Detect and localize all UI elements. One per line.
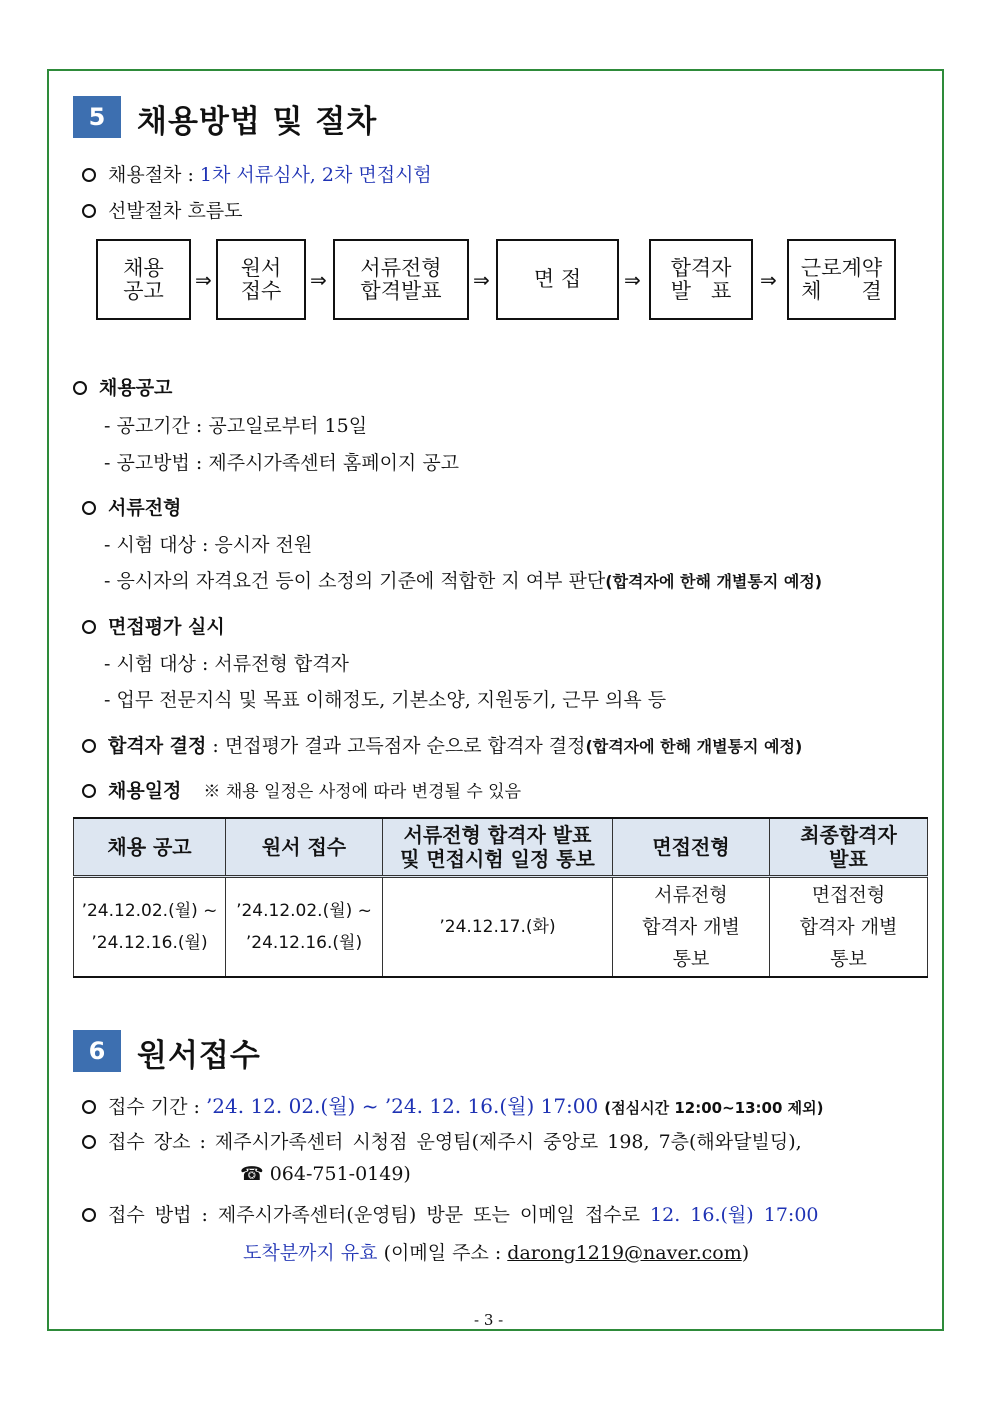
separator: : [181, 164, 200, 186]
place-line-2 [240, 1163, 411, 1185]
table-header-cell: 서류전형 합격자 발표 및 면접시험 일정 통보 [383, 818, 613, 877]
table-cell [226, 877, 383, 978]
schedule-note: ※ 채용 일정은 사정에 따라 변경될 수 있음 [203, 782, 521, 802]
cell-line: ’24.12.16.(월) [245, 933, 363, 953]
interview-item: - 업무 전문지식 및 목표 이해정도, 기본소양, 지원동기, 근무 의욕 등 [104, 689, 667, 711]
cell-line: ’24.12.02.(월) ~ [81, 901, 218, 921]
table-row [74, 877, 928, 978]
flow-step-text: 원서 [240, 255, 282, 280]
notice-item: - 공고방법 : 제주시가족센터 홈페이지 공고 [104, 452, 460, 474]
interview-item: - 시험 대상 : 서류전형 합격자 [104, 653, 349, 675]
table-header-cell: 채용 공고 [74, 818, 226, 877]
phone-icon: ☎ [240, 1163, 264, 1185]
method-deadline: 12. 16.(월) 17:00 [650, 1204, 819, 1226]
flow-step-text: 서류전형 [360, 255, 442, 280]
table-cell [74, 877, 226, 978]
section-number-badge: 5 [73, 96, 121, 138]
method-valid: 도착분까지 유효 [243, 1242, 378, 1264]
cell-line: 통보 [672, 948, 710, 970]
procedure-value: 1차 서류심사, 2차 면접시험 [199, 164, 432, 186]
pass-note: (합격자에 한해 개별통지 예정) [585, 737, 803, 756]
circle-bullet-icon [82, 168, 96, 182]
table-header-cell: 최종합격자 발표 [770, 818, 928, 877]
flow-step-text: 채용 [123, 255, 164, 280]
schedule-table [73, 817, 928, 978]
flow-step-text: 공고 [123, 278, 164, 303]
period-label: 접수 기간 : [108, 1096, 206, 1118]
procedure-line [82, 160, 432, 187]
pass-line [82, 731, 802, 758]
flow-step-text: 근로계약 [800, 255, 883, 280]
flow-step-text: 접수 [240, 278, 282, 303]
circle-bullet-icon [82, 204, 96, 218]
flow-label: 선발절차 흐름도 [108, 200, 243, 222]
table-header-cell: 원서 접수 [226, 818, 383, 877]
arrow-right-icon: ⇒ [310, 268, 327, 292]
flow-step-contract [787, 239, 896, 320]
arrow-right-icon: ⇒ [624, 268, 641, 292]
flow-step-notice [96, 239, 191, 320]
flow-heading [82, 196, 243, 223]
flow-step-announcement [649, 239, 753, 320]
circle-bullet-icon [82, 620, 96, 634]
interview-heading [82, 612, 225, 639]
flow-step-document-result [333, 239, 469, 320]
table-cell [770, 877, 928, 978]
arrow-right-icon: ⇒ [760, 268, 777, 292]
document-heading [82, 493, 181, 520]
pass-text: : 면접평가 결과 고득점자 순으로 합격자 결정 [206, 735, 586, 757]
cell-line: 통보 [830, 948, 867, 970]
table-header-cell: 면접전형 [613, 818, 770, 877]
section-number-badge: 6 [73, 1030, 121, 1072]
email-link[interactable]: darong1219@naver.com [507, 1242, 742, 1264]
cell-line: ’24.12.02.(월) ~ [236, 901, 372, 921]
circle-bullet-icon [73, 381, 87, 395]
circle-bullet-icon [82, 1135, 96, 1149]
cell-line: 합격자 개별 [642, 916, 740, 938]
cell-line: 서류전형 [654, 884, 728, 906]
item-note: (합격자에 한해 개별통지 예정) [605, 572, 823, 591]
flow-step-application [216, 239, 306, 320]
document-item [104, 566, 822, 593]
method-text: ) [741, 1242, 750, 1264]
heading-text: 면접평가 실시 [108, 616, 225, 638]
cell-line: 면접전형 [811, 884, 886, 906]
period-note: (점심시간 12:00~13:00 제외) [604, 1099, 824, 1117]
arrow-right-icon: ⇒ [473, 268, 490, 292]
flow-step-text: 합격발표 [360, 278, 442, 303]
document-item: - 시험 대상 : 응시자 전원 [104, 534, 313, 556]
place-text: 접수 장소 : 제주시가족센터 시청점 운영팀(제주시 중앙로 198, 7층(해와달빌딩), [108, 1131, 802, 1153]
circle-bullet-icon [82, 1208, 96, 1222]
section-title: 채용방법 및 절차 [137, 104, 378, 140]
phone-number: 064-751-0149) [263, 1163, 411, 1185]
method-text: 접수 방법 : 제주시가족센터(운영팀) 방문 또는 이메일 접수로 [108, 1204, 651, 1226]
circle-bullet-icon [82, 501, 96, 515]
method-line-2 [243, 1238, 749, 1265]
heading-text: 채용공고 [99, 377, 173, 399]
procedure-label: 채용절차 [108, 164, 182, 186]
arrow-right-icon: ⇒ [195, 268, 212, 292]
notice-heading [73, 373, 172, 400]
period-value: ’24. 12. 02.(월) ~ ’24. 12. 16.(월) 17:00 [205, 1094, 599, 1118]
flow-step-text: 면 접 [533, 267, 582, 291]
method-line [82, 1200, 819, 1227]
circle-bullet-icon [82, 784, 96, 798]
period-line [82, 1090, 823, 1119]
flow-step-interview [496, 239, 619, 320]
flow-step-text: 합격자 [670, 255, 732, 280]
table-header-row [74, 818, 928, 877]
schedule-heading [82, 776, 521, 803]
heading-text: 서류전형 [108, 497, 182, 519]
page-number: - 3 - [474, 1311, 504, 1329]
flow-step-text: 발 표 [670, 278, 732, 303]
flow-step-text: 체 결 [801, 278, 882, 303]
table-cell: ’24.12.17.(화) [383, 877, 613, 978]
table-cell [613, 877, 770, 978]
notice-item: - 공고기간 : 공고일로부터 15일 [104, 415, 368, 437]
pass-heading: 합격자 결정 [108, 735, 207, 757]
cell-line: 합격자 개별 [799, 916, 898, 938]
heading-text: 채용일정 [108, 780, 182, 802]
circle-bullet-icon [82, 739, 96, 753]
section-title: 원서접수 [137, 1038, 261, 1074]
cell-line: ’24.12.16.(월) [91, 933, 208, 953]
place-line [82, 1127, 802, 1154]
circle-bullet-icon [82, 1100, 96, 1114]
method-text: (이메일 주소 : [377, 1242, 508, 1264]
item-text: - 응시자의 자격요건 등이 소정의 기준에 적합한 지 여부 판단 [104, 570, 606, 592]
